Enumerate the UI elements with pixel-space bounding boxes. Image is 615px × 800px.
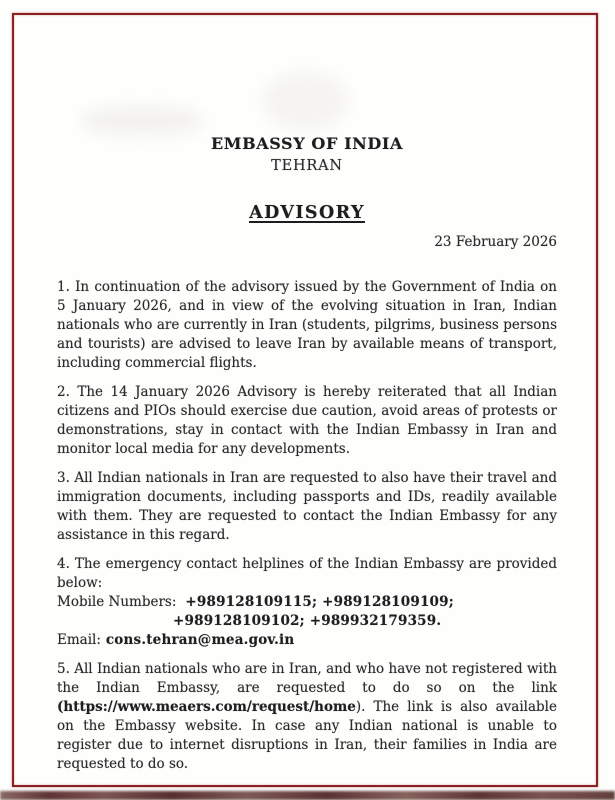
paragraph-3-documents: 3. All Indian nationals in Iran are requested to also have their travel and immigration documents, including passports and IDs, readily available with them. They are requested to contact the Indian Embassy for any assistance in this regard. xyxy=(57,470,557,543)
mobile-numbers-line1: +989128109115; +989128109109; xyxy=(185,594,454,610)
paragraph-2-caution: 2. The 14 January 2026 Advisory is hereby reiterated that all Indian citizens and PIOs should exercise due caution, avoid areas of protests or demonstrations, stay in contact with the Indian Embassy in Iran and monitor local media for any developments. xyxy=(57,384,557,457)
paragraph-1-leave-iran: 1. In continuation of the advisory issued by the Government of India on 5 January 2026, and in view of the evolving situation in Iran, Indian nationals who are currently in Iran (students, pilgrims, business persons and tourists) are advised to leave Iran by available means of transport, including commercial flights. xyxy=(57,279,557,371)
mobile-numbers-label: Mobile Numbers: xyxy=(57,594,177,610)
registration-text-end: ). The link is also available on the Embassy website. In case any Indian national is unable to register due to internet disruptions in Iran, their families in India are requested to do so. xyxy=(57,699,557,772)
mobile-numbers-line2: +989128109102; +989932179359. xyxy=(173,613,442,629)
advisory-heading: ADVISORY xyxy=(249,203,365,223)
registration-text-start: 5. All Indian nationals who are in Iran, and who have not registered with the Indian Embassy, are requested to do so on the link xyxy=(57,661,557,696)
registration-link-url: (https://www.meaers.com/request/home xyxy=(57,699,356,715)
embassy-title: EMBASSY OF INDIA xyxy=(211,134,403,153)
scan-edge-artifact xyxy=(0,791,615,800)
paragraph-5-registration xyxy=(57,660,557,774)
helplines-intro: 4. The emergency contact helplines of the Indian Embassy are provided below: xyxy=(57,556,557,591)
embassy-location: TEHRAN xyxy=(271,158,343,174)
email-address: cons.tehran@mea.gov.in xyxy=(105,632,295,648)
advisory-date: 23 February 2026 xyxy=(434,234,557,250)
document-content xyxy=(57,0,557,774)
email-label: Email: xyxy=(57,632,101,648)
paragraph-4-contacts xyxy=(57,555,557,650)
